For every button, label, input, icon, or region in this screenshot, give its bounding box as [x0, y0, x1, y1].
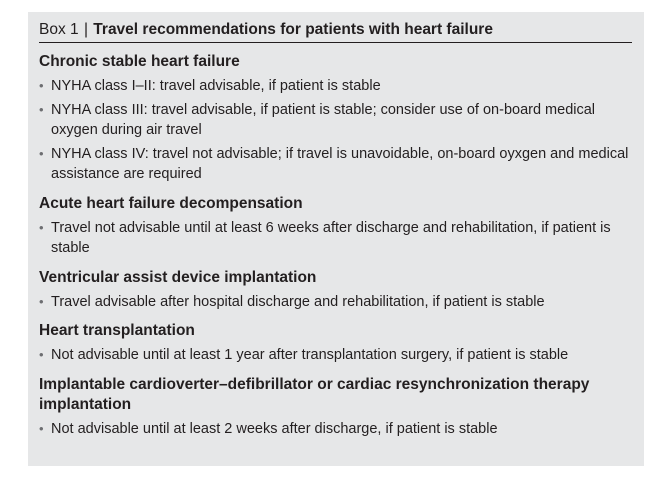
- bullet-icon: •: [39, 101, 44, 117]
- bullet-list: [39, 345, 632, 366]
- bullet-icon: •: [39, 78, 44, 93]
- bullet-icon: •: [39, 293, 44, 309]
- bullet-icon: •: [39, 347, 44, 362]
- list-item: [39, 218, 632, 259]
- bullet-icon: •: [39, 219, 44, 235]
- list-item-text: NYHA class I–II: travel advisable, if patient is stable: [51, 78, 381, 94]
- section-heading: Acute heart failure decompensation: [39, 194, 303, 212]
- list-item: [39, 144, 632, 185]
- section-heart-transplantation: [39, 321, 632, 366]
- list-item-text: Travel not advisable until at least 6 weeks after discharge and rehabilitation, if patient is stable: [51, 219, 611, 256]
- info-box: [28, 12, 644, 466]
- list-item-text: Not advisable until at least 2 weeks after discharge, if patient is stable: [51, 420, 498, 437]
- bullet-list: [39, 419, 632, 440]
- section-heading: Ventricular assist device implantation: [39, 268, 317, 286]
- bullet-list: [39, 292, 632, 313]
- box-header: [39, 20, 632, 43]
- bullet-list: [39, 218, 632, 259]
- list-item-text: Not advisable until at least 1 year after transplantation surgery, if patient is stable: [51, 347, 569, 363]
- bullet-icon: •: [39, 420, 44, 436]
- bullet-icon: •: [39, 145, 44, 161]
- box-title: Travel recommendations for patients with heart failure: [93, 21, 493, 38]
- list-item-text: NYHA class IV: travel not advisable; if travel is unavoidable, on-board oyxgen and medical assistance are required: [51, 145, 629, 182]
- section-ventricular-assist-device: [39, 268, 632, 313]
- box-label: Box 1: [39, 21, 79, 38]
- section-icd-crt-implantation: [39, 375, 632, 440]
- section-acute-heart-failure-decompensation: [39, 194, 632, 259]
- section-heading: Implantable cardioverter–defibrillator or cardiac resynchronization therapy implantation: [39, 375, 590, 413]
- section-heading: Chronic stable heart failure: [39, 53, 240, 70]
- list-item: [39, 345, 632, 366]
- section-heading: Heart transplantation: [39, 322, 195, 339]
- list-item: [39, 76, 632, 97]
- list-item: [39, 292, 632, 313]
- list-item: [39, 419, 632, 440]
- list-item-text: NYHA class III: travel advisable, if patient is stable; consider use of on-board medical oxygen during air travel: [51, 101, 596, 138]
- list-item: [39, 100, 632, 141]
- box-separator: |: [83, 21, 88, 38]
- section-chronic-stable-heart-failure: [39, 52, 632, 185]
- bullet-list: [39, 76, 632, 185]
- list-item-text: Travel advisable after hospital discharge and rehabilitation, if patient is stable: [51, 293, 545, 310]
